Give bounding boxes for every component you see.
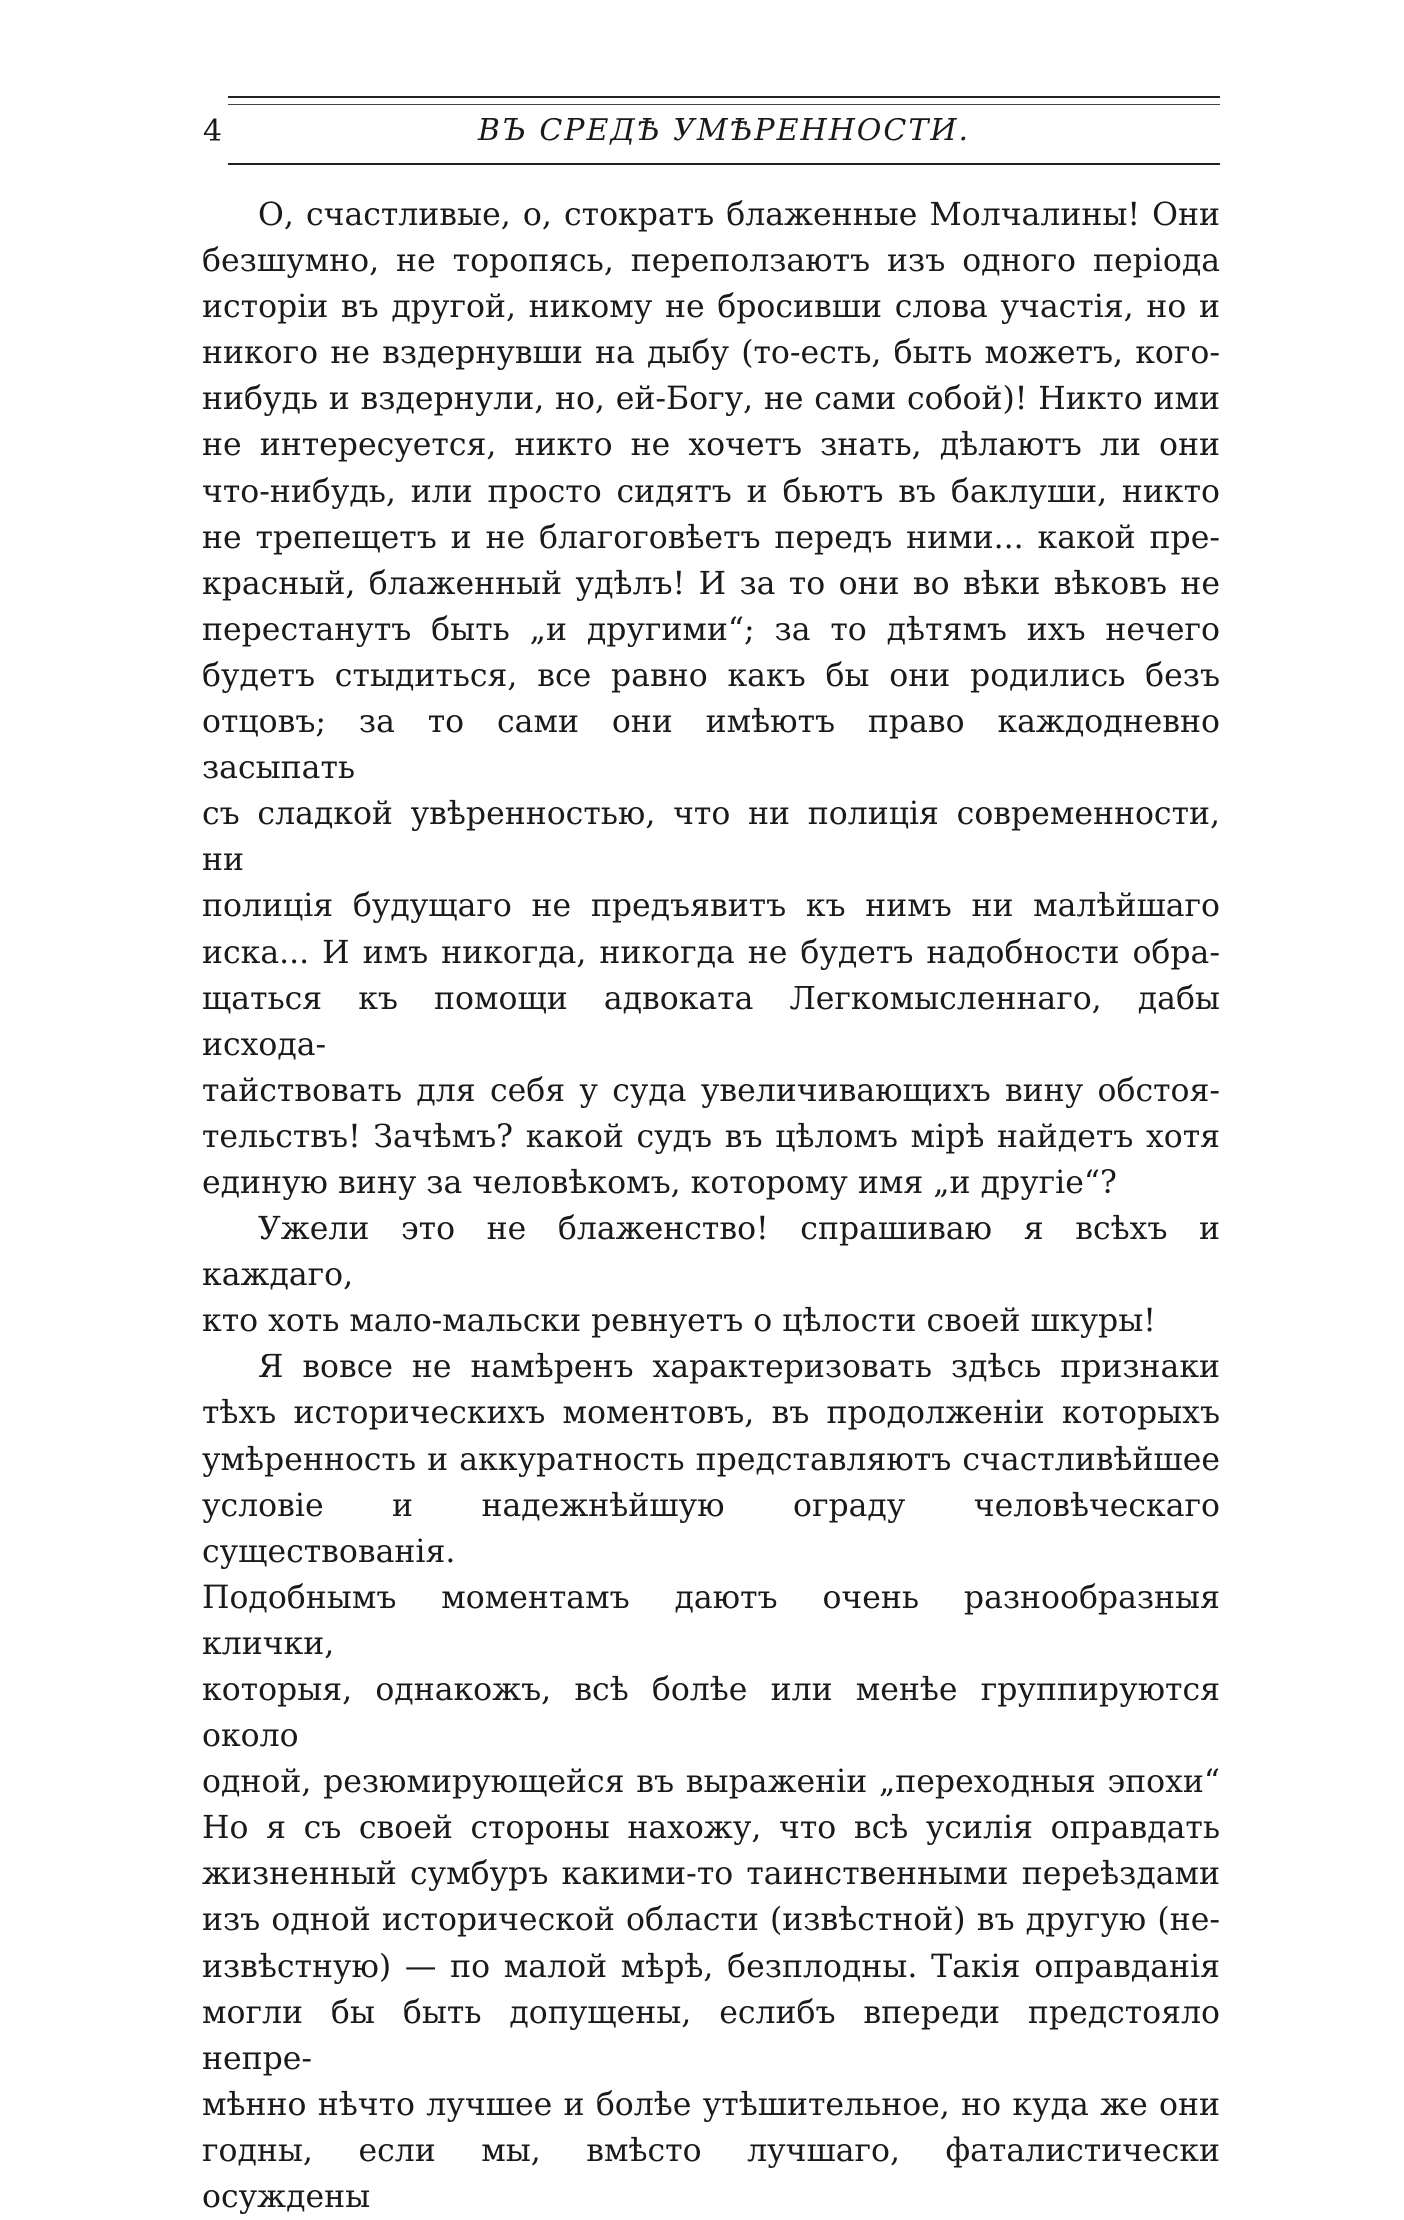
body-text bbox=[202, 192, 1220, 2220]
text-line: годны, если мы, вмѣсто лучшаго, фаталистически осуждены bbox=[202, 2132, 1220, 2216]
text-line: жизненный сумбуръ какими-то таинственными переѣздами bbox=[202, 1856, 1220, 1893]
text-line: отцовъ; за то сами они имѣютъ право каждодневно засыпать bbox=[202, 704, 1220, 787]
text-line: условіе и надежнѣйшую ограду человѣческаго существованія. bbox=[202, 1487, 1220, 1570]
text-line: не трепещетъ и не благоговѣетъ передъ ними... какой пре- bbox=[202, 519, 1220, 556]
text-line: перестанутъ быть „и другими“; за то дѣтямъ ихъ нечего bbox=[202, 611, 1220, 648]
text-line: Я вовсе не намѣренъ характеризовать здѣсь признаки bbox=[258, 1349, 1220, 1386]
text-line: щаться къ помощи адвоката Легкомысленнаго, дабы исхода- bbox=[202, 980, 1220, 1063]
header-top-thin-rule bbox=[228, 104, 1220, 105]
text-line: единую вину за человѣкомъ, которому имя „и другіе“? bbox=[202, 1164, 1117, 1201]
text-line: Ужели это не блаженство! спрашиваю я всѣхъ и каждаго, bbox=[202, 1211, 1220, 1294]
text-line: не интересуется, никто не хочетъ знать, дѣлаютъ ли они bbox=[202, 427, 1220, 464]
text-line: будетъ стыдиться, все равно какъ бы они родились безъ bbox=[202, 657, 1220, 694]
text-line: могли бы быть допущены, еслибъ впереди предстояло непре- bbox=[202, 1994, 1220, 2077]
text-line: О, счастливые, о, стократъ блаженные Молчалины! Они bbox=[258, 197, 1220, 233]
header-bottom-rule bbox=[228, 163, 1220, 165]
text-line: мѣнно нѣчто лучшее и болѣе утѣшительное, но куда же они bbox=[202, 2086, 1220, 2123]
text-line: изъ одной исторической области (извѣстной) въ другую (не- bbox=[202, 1902, 1220, 1939]
text-line: никого не вздернувши на дыбу (то-есть, быть можетъ, кого- bbox=[202, 335, 1220, 372]
text-line: извѣстную) — по малой мѣрѣ, безплодны. Такія оправданія bbox=[202, 1948, 1220, 1985]
text-line: одной, резюмирующейся въ выраженіи „переходныя эпохи“ bbox=[202, 1764, 1220, 1801]
running-title: ВЪ СРЕДѢ УМѢРЕННОСТИ. bbox=[477, 113, 971, 148]
text-line: Но я съ своей стороны нахожу, что всѣ усилія оправдать bbox=[202, 1810, 1220, 1847]
page-number: 4 bbox=[203, 114, 223, 149]
text-line: исторіи въ другой, никому не бросивши слова участія, но и bbox=[202, 289, 1220, 326]
text-line: съ сладкой увѣренностью, что ни полиція современности, ни bbox=[202, 796, 1220, 879]
text-line: тайствовать для себя у суда увеличивающихъ вину обстоя- bbox=[202, 1072, 1220, 1109]
text-line: иска... И имъ никогда, никогда не будетъ надобности обра- bbox=[202, 934, 1220, 971]
text-line: кто хоть мало-мальски ревнуетъ о цѣлости своей шкуры! bbox=[202, 1303, 1156, 1340]
text-line: безшумно, не торопясь, переползаютъ изъ одного періода bbox=[202, 243, 1220, 280]
text-line: полиція будущаго не предъявитъ къ нимъ ни малѣйшаго bbox=[202, 888, 1220, 925]
text-line: умѣренность и аккуратность представляютъ счастливѣйшее bbox=[202, 1441, 1220, 1478]
text-line: нибудь и вздернули, но, ей-Богу, не сами собой)! Никто ими bbox=[202, 381, 1220, 418]
text-line: которыя, однакожъ, всѣ болѣе или менѣе группируются около bbox=[202, 1672, 1220, 1755]
text-line: что-нибудь, или просто сидятъ и бьютъ въ баклуши, никто bbox=[202, 473, 1220, 510]
text-line: тѣхъ историческихъ моментовъ, въ продолженіи которыхъ bbox=[202, 1395, 1220, 1432]
header-top-rule bbox=[228, 96, 1220, 98]
text-line: Подобнымъ моментамъ даютъ очень разнообразныя клички, bbox=[202, 1579, 1220, 1662]
text-line: красный, блаженный удѣлъ! И за то они во вѣки вѣковъ не bbox=[202, 565, 1220, 602]
text-line: тельствъ! Зачѣмъ? какой судъ въ цѣломъ мірѣ найдетъ хотя bbox=[202, 1118, 1220, 1155]
